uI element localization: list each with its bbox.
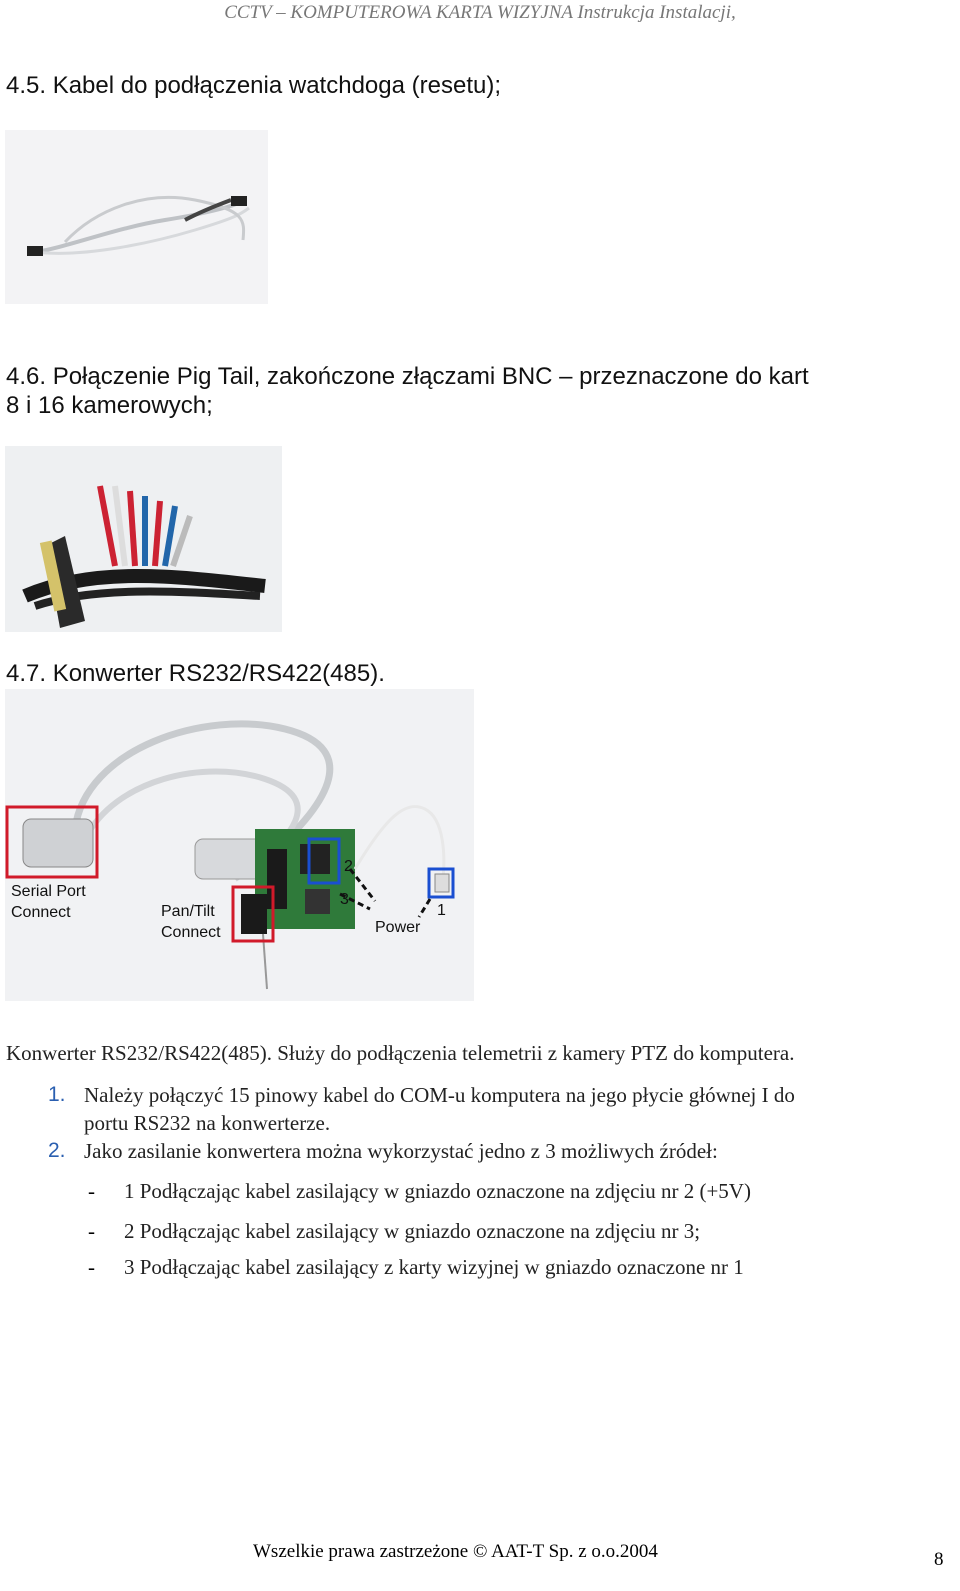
section-4-6-title-line2: 8 i 16 kamerowych; [6, 392, 213, 419]
option-2: 2 Podłączając kabel zasilający w gniazdo oznaczone na zdjęciu nr 3; [124, 1219, 701, 1243]
option-dash: - [88, 1179, 95, 1203]
label-serial-port: Serial Port [11, 883, 86, 900]
option-dash: - [88, 1255, 95, 1279]
label-pantilt-connect: Connect [161, 924, 221, 941]
item1-line1: Należy połączyć 15 pinowy kabel do COM-u komputera na jego płycie głównej I do [84, 1083, 795, 1107]
label-power: Power [375, 919, 421, 936]
item2-text: Jako zasilanie konwertera można wykorzystać jedno z 3 możliwych źródeł: [84, 1139, 718, 1163]
label-serial-connect: Connect [11, 904, 71, 921]
section-4-5-title: 4.5. Kabel do podłączenia watchdoga (resetu); [6, 72, 501, 99]
section-4-7-title: 4.7. Konwerter RS232/RS422(485). [6, 660, 385, 687]
pigtail-bnc-photo [5, 446, 282, 632]
label-num-1: 1 [437, 902, 446, 919]
item2-number: 2. [48, 1139, 66, 1162]
label-num-3: 3 [340, 891, 349, 908]
option-3: 3 Podłączając kabel zasilający z karty wizyjnej w gniazdo oznaczone nr 1 [124, 1255, 744, 1279]
watchdog-cable-photo [5, 130, 268, 304]
page-number: 8 [934, 1549, 944, 1570]
item1-number: 1. [48, 1083, 66, 1106]
converter-intro: Konwerter RS232/RS422(485). Służy do podłączenia telemetrii z kamery PTZ do komputera. [6, 1041, 795, 1065]
running-header: CCTV – KOMPUTEROWA KARTA WIZYJNA Instrukcja Instalacji, [224, 2, 736, 23]
label-num-2: 2 [344, 858, 353, 875]
option-1: 1 Podłączając kabel zasilający w gniazdo oznaczone na zdjęciu nr 2 (+5V) [124, 1179, 751, 1203]
label-pantilt: Pan/Tilt [161, 903, 215, 920]
option-dash: - [88, 1219, 95, 1243]
section-4-6-title-line1: 4.6. Połączenie Pig Tail, zakończone złączami BNC – przeznaczone do kart [6, 363, 809, 390]
item1-line2: portu RS232 na konwerterze. [84, 1111, 331, 1135]
footer-copyright: Wszelkie prawa zastrzeżone © AAT-T Sp. z o.o.2004 [253, 1541, 658, 1562]
rs232-converter-photo [5, 689, 474, 1001]
